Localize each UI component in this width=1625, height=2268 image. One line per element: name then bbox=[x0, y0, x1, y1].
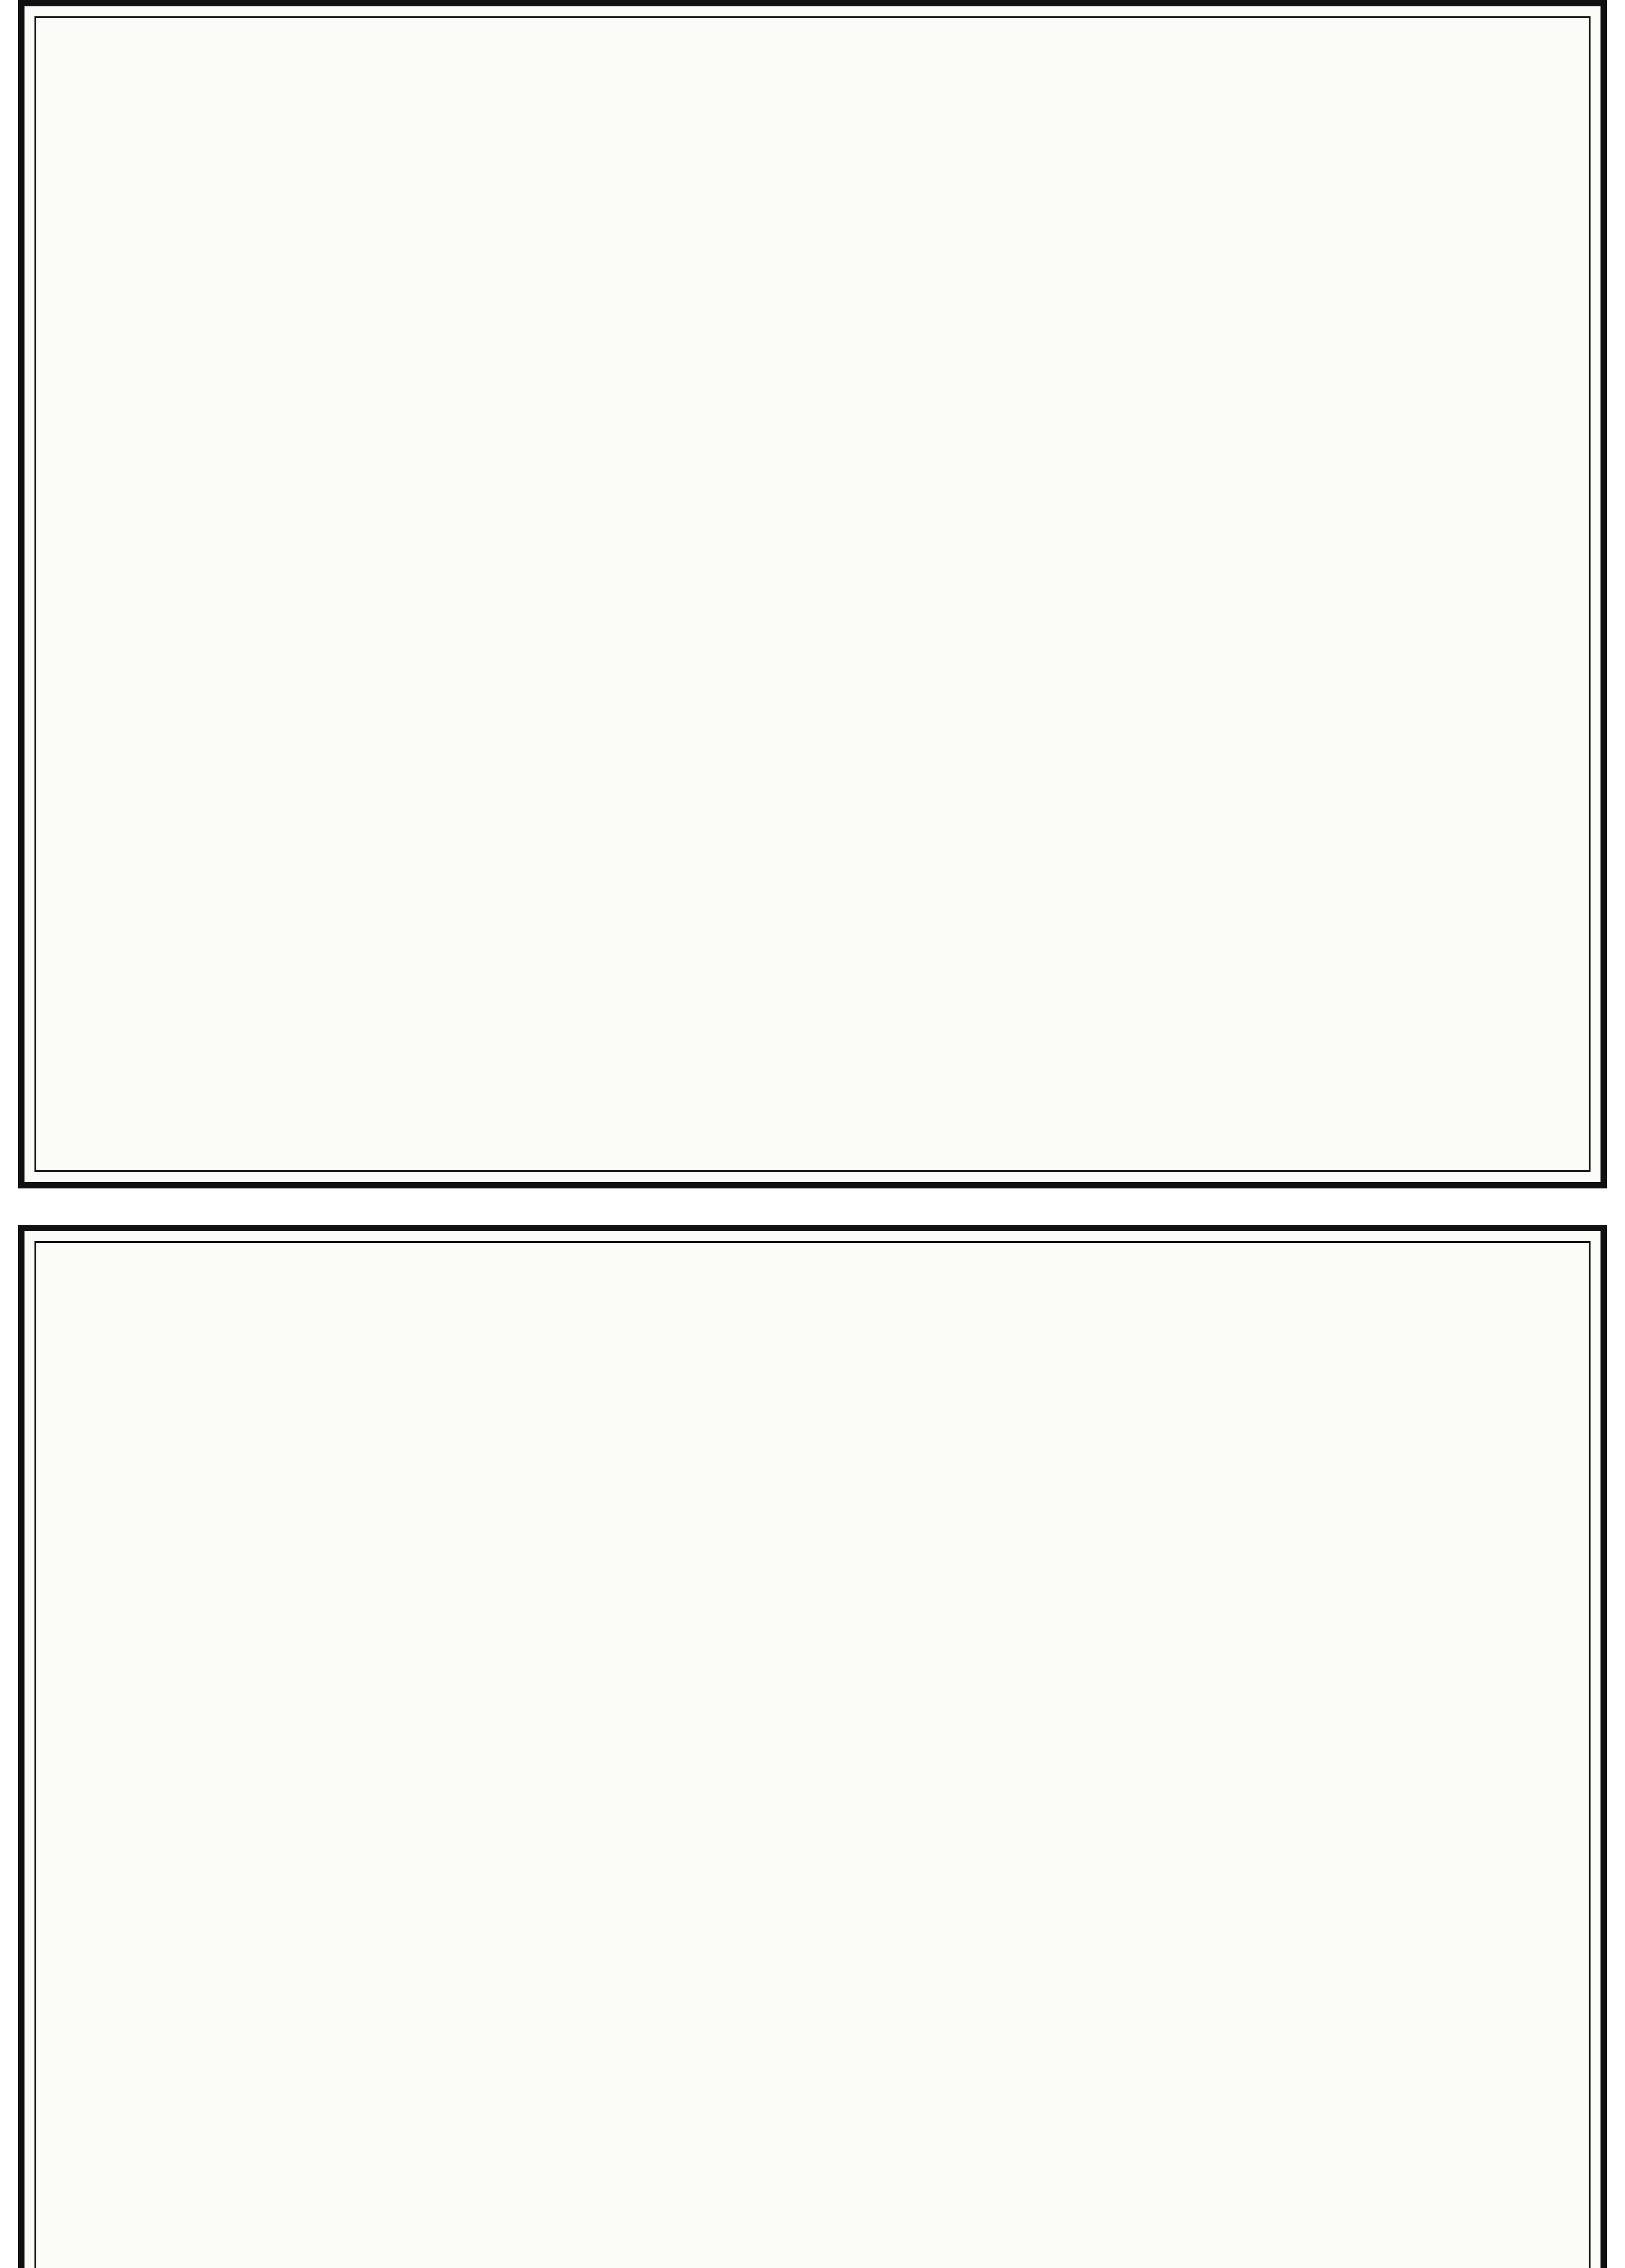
lower-frame bbox=[34, 1241, 1591, 2268]
lower-columns bbox=[36, 1243, 1589, 2268]
lower-page bbox=[18, 1225, 1607, 2268]
upper-columns bbox=[36, 18, 1589, 1170]
upper-frame bbox=[34, 16, 1591, 1172]
upper-page bbox=[18, 0, 1607, 1188]
